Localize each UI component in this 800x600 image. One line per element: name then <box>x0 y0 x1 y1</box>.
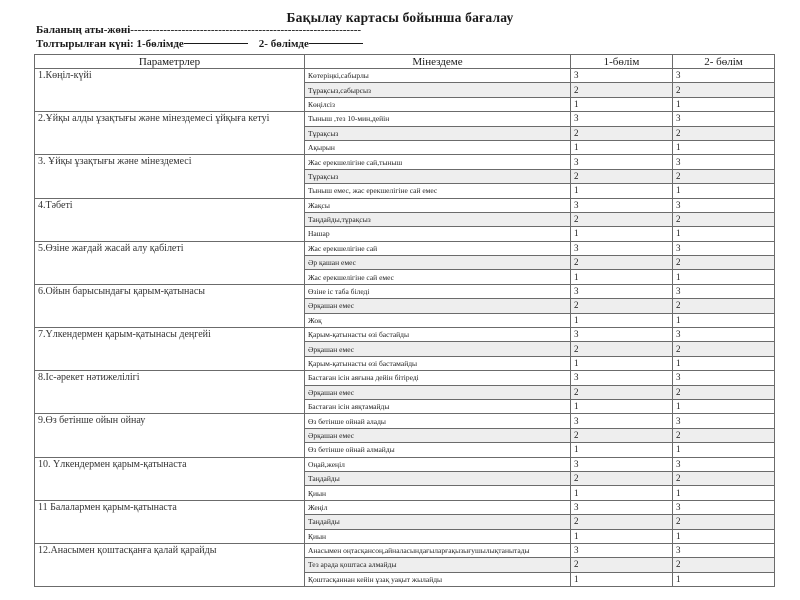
child-name-line <box>36 24 361 36</box>
part1-score-cell[interactable]: 3 <box>571 198 673 212</box>
part2-score-cell[interactable]: 3 <box>673 414 775 428</box>
parameter-cell: 3. Ұйқы ұзақтығы және мінездемесі <box>35 155 305 198</box>
criterion-cell: Қарым-қатынасты өзі бастамайды <box>305 356 571 370</box>
part2-score-cell[interactable]: 1 <box>673 97 775 111</box>
part2-score-cell[interactable]: 2 <box>673 299 775 313</box>
part1-score-cell[interactable]: 2 <box>571 256 673 270</box>
part1-score-cell[interactable]: 2 <box>571 299 673 313</box>
table-row <box>35 457 775 471</box>
criterion-cell: Өз бетінше ойнай алады <box>305 414 571 428</box>
part2-score-cell[interactable]: 3 <box>673 112 775 126</box>
fill-date-part2-label: 2- бөлімде <box>258 38 309 50</box>
part1-score-cell[interactable]: 3 <box>571 284 673 298</box>
table-row <box>35 112 775 126</box>
part1-score-cell[interactable]: 2 <box>571 169 673 183</box>
part1-score-cell[interactable]: 3 <box>571 112 673 126</box>
table-row <box>35 69 775 83</box>
part1-score-cell[interactable]: 2 <box>571 83 673 97</box>
parameter-cell: 9.Өз бетінше ойын ойнау <box>35 414 305 457</box>
criterion-cell: Қоштасқаннан кейін ұзақ уақыт жылайды <box>305 572 571 586</box>
parameter-cell: 7.Үлкендермен қарым-қатынасы деңгейі <box>35 328 305 371</box>
criterion-cell: Анасымен оңтасқансоң,айналасындағыларғақызығушылықтанытады <box>305 543 571 557</box>
part1-score-cell[interactable]: 2 <box>571 385 673 399</box>
parameter-cell: 5.Өзіне жағдай жасай алу қабілеті <box>35 241 305 284</box>
parameter-cell: 4.Тәбеті <box>35 198 305 241</box>
part2-score-cell[interactable]: 1 <box>673 529 775 543</box>
criterion-cell: Әрқашан емес <box>305 385 571 399</box>
part1-score-cell[interactable]: 2 <box>571 428 673 442</box>
criterion-cell: Тыныш ,тез 10-мин,дейін <box>305 112 571 126</box>
part2-score-cell[interactable]: 1 <box>673 356 775 370</box>
table-row <box>35 371 775 385</box>
part1-score-cell[interactable]: 1 <box>571 443 673 457</box>
part1-score-cell[interactable]: 1 <box>571 313 673 327</box>
part2-score-cell[interactable]: 3 <box>673 69 775 83</box>
part2-score-cell[interactable]: 3 <box>673 284 775 298</box>
criterion-cell: Жақсы <box>305 198 571 212</box>
part2-score-cell[interactable]: 3 <box>673 241 775 255</box>
fill-date-line <box>36 38 363 50</box>
part2-score-cell[interactable]: 1 <box>673 227 775 241</box>
part2-score-cell[interactable]: 1 <box>673 486 775 500</box>
parameter-cell: 1.Көңіл-күйі <box>35 69 305 112</box>
criterion-cell: Таңдайды,тұрақсыз <box>305 212 571 226</box>
table-row <box>35 543 775 557</box>
part1-score-cell[interactable]: 3 <box>571 69 673 83</box>
part2-score-cell[interactable]: 2 <box>673 515 775 529</box>
part1-score-cell[interactable]: 1 <box>571 356 673 370</box>
header-description: Мінездеме <box>305 55 571 69</box>
criterion-cell: Бастаған ісін аяғына дейін бітіреді <box>305 371 571 385</box>
criterion-cell: Көңілсіз <box>305 97 571 111</box>
criterion-cell: Таңдайды <box>305 515 571 529</box>
criterion-cell: Қиын <box>305 529 571 543</box>
header-parameters: Параметрлер <box>35 55 305 69</box>
criterion-cell: Жас ерекшелігіне сай емес <box>305 270 571 284</box>
criterion-cell: Тез арада қоштаса алмайды <box>305 558 571 572</box>
table-row <box>35 284 775 298</box>
criterion-cell: Жас ерекшелігіне сай,тыныш <box>305 155 571 169</box>
part1-score-cell[interactable]: 3 <box>571 457 673 471</box>
part1-score-cell[interactable]: 2 <box>571 515 673 529</box>
part1-score-cell[interactable]: 1 <box>571 270 673 284</box>
part2-score-cell[interactable]: 2 <box>673 256 775 270</box>
part1-score-cell[interactable]: 1 <box>571 529 673 543</box>
criterion-cell: Әрқашан емес <box>305 342 571 356</box>
part2-score-cell[interactable]: 2 <box>673 428 775 442</box>
part1-score-cell[interactable]: 3 <box>571 414 673 428</box>
part1-score-cell[interactable]: 1 <box>571 227 673 241</box>
part2-score-cell[interactable]: 1 <box>673 270 775 284</box>
part2-score-cell[interactable]: 2 <box>673 212 775 226</box>
criterion-cell: Жеңіл <box>305 500 571 514</box>
criterion-cell: Жас ерекшелігіне сай <box>305 241 571 255</box>
parameter-cell: 10. Үлкендермен қарым-қатынаста <box>35 457 305 500</box>
criterion-cell: Әрқашан емес <box>305 428 571 442</box>
evaluation-table-body <box>35 69 775 587</box>
table-row <box>35 198 775 212</box>
part1-score-cell[interactable]: 1 <box>571 97 673 111</box>
part1-score-cell[interactable]: 2 <box>571 558 673 572</box>
part1-score-cell[interactable]: 3 <box>571 500 673 514</box>
part2-score-cell[interactable]: 1 <box>673 313 775 327</box>
criterion-cell: Жоқ <box>305 313 571 327</box>
part1-score-cell[interactable]: 2 <box>571 212 673 226</box>
part2-score-cell[interactable]: 1 <box>673 184 775 198</box>
criterion-cell: Ақырын <box>305 140 571 154</box>
criterion-cell: Таңдайды <box>305 471 571 485</box>
parameter-cell: 8.Іс-әрекет нәтижелілігі <box>35 371 305 414</box>
evaluation-table <box>34 54 775 587</box>
part1-score-cell[interactable]: 1 <box>571 572 673 586</box>
part1-score-cell[interactable]: 1 <box>571 140 673 154</box>
part1-score-cell[interactable]: 3 <box>571 328 673 342</box>
part1-score-cell[interactable]: 3 <box>571 543 673 557</box>
table-row <box>35 241 775 255</box>
part2-score-cell[interactable]: 1 <box>673 572 775 586</box>
part2-score-cell[interactable]: 3 <box>673 328 775 342</box>
fill-date-part1-label: Толтырылған күні: 1-бөлімде <box>36 38 184 50</box>
parameter-cell: 2.Ұйқы алды ұзақтығы және мінездемесі ұйқыға кетуі <box>35 112 305 155</box>
criterion-cell: Көтеріңкі,сабырлы <box>305 69 571 83</box>
part1-score-cell[interactable]: 2 <box>571 471 673 485</box>
child-name-label: Баланың аты-жөні--------------------------------------------------------------- <box>36 24 362 36</box>
criterion-cell: Тұрақсыз,сабырсыз <box>305 83 571 97</box>
criterion-cell: Нашар <box>305 227 571 241</box>
table-header-row <box>35 55 775 69</box>
table-row <box>35 155 775 169</box>
part2-score-cell[interactable]: 3 <box>673 543 775 557</box>
part2-score-cell[interactable]: 3 <box>673 457 775 471</box>
criterion-cell: Қарым-қатынасты өзі бастайды <box>305 328 571 342</box>
part2-score-cell[interactable]: 2 <box>673 169 775 183</box>
part2-score-cell[interactable]: 3 <box>673 500 775 514</box>
criterion-cell: Әрқашан емес <box>305 299 571 313</box>
criterion-cell: Оңай,жеңіл <box>305 457 571 471</box>
part2-score-cell[interactable]: 2 <box>673 83 775 97</box>
part1-score-cell[interactable]: 2 <box>571 126 673 140</box>
criterion-cell: Бастаған ісін аяқтамайды <box>305 399 571 413</box>
part1-score-cell[interactable]: 1 <box>571 399 673 413</box>
part2-score-cell[interactable]: 1 <box>673 399 775 413</box>
part2-score-cell[interactable]: 3 <box>673 371 775 385</box>
header-part2: 2- бөлім <box>673 55 775 69</box>
part1-score-cell[interactable]: 2 <box>571 342 673 356</box>
parameter-cell: 12.Анасымен қоштасқанға қалай қарайды <box>35 543 305 586</box>
part2-score-cell[interactable]: 3 <box>673 198 775 212</box>
fill-date-part1-blank <box>184 43 248 44</box>
part2-score-cell[interactable]: 2 <box>673 342 775 356</box>
part2-score-cell[interactable]: 3 <box>673 155 775 169</box>
part1-score-cell[interactable]: 3 <box>571 241 673 255</box>
criterion-cell: Өз бетінше ойнай алмайды <box>305 443 571 457</box>
parameter-cell: 11 Балалармен қарым-қатынаста <box>35 500 305 543</box>
criterion-cell: Әр қашан емес <box>305 256 571 270</box>
criterion-cell: Тыныш емес, жас ерекшелігіне сай емес <box>305 184 571 198</box>
part1-score-cell[interactable]: 3 <box>571 155 673 169</box>
criterion-cell: Тұрақсыз <box>305 126 571 140</box>
header-part1: 1-бөлім <box>571 55 673 69</box>
criterion-cell: Қиын <box>305 486 571 500</box>
part2-score-cell[interactable]: 2 <box>673 385 775 399</box>
part2-score-cell[interactable]: 2 <box>673 558 775 572</box>
criterion-cell: Тұрақсыз <box>305 169 571 183</box>
table-row <box>35 414 775 428</box>
part1-score-cell[interactable]: 3 <box>571 371 673 385</box>
criterion-cell: Өзіне іс таба біледі <box>305 284 571 298</box>
document-title: Бақылау картасы бойынша бағалау <box>286 10 514 25</box>
part2-score-cell[interactable]: 2 <box>673 471 775 485</box>
part2-score-cell[interactable]: 1 <box>673 443 775 457</box>
table-row <box>35 500 775 514</box>
part2-score-cell[interactable]: 2 <box>673 126 775 140</box>
part2-score-cell[interactable]: 1 <box>673 140 775 154</box>
table-row <box>35 328 775 342</box>
part1-score-cell[interactable]: 1 <box>571 184 673 198</box>
part1-score-cell[interactable]: 1 <box>571 486 673 500</box>
parameter-cell: 6.Ойын барысындағы қарым-қатынасы <box>35 284 305 327</box>
fill-date-part2-blank <box>309 43 363 44</box>
